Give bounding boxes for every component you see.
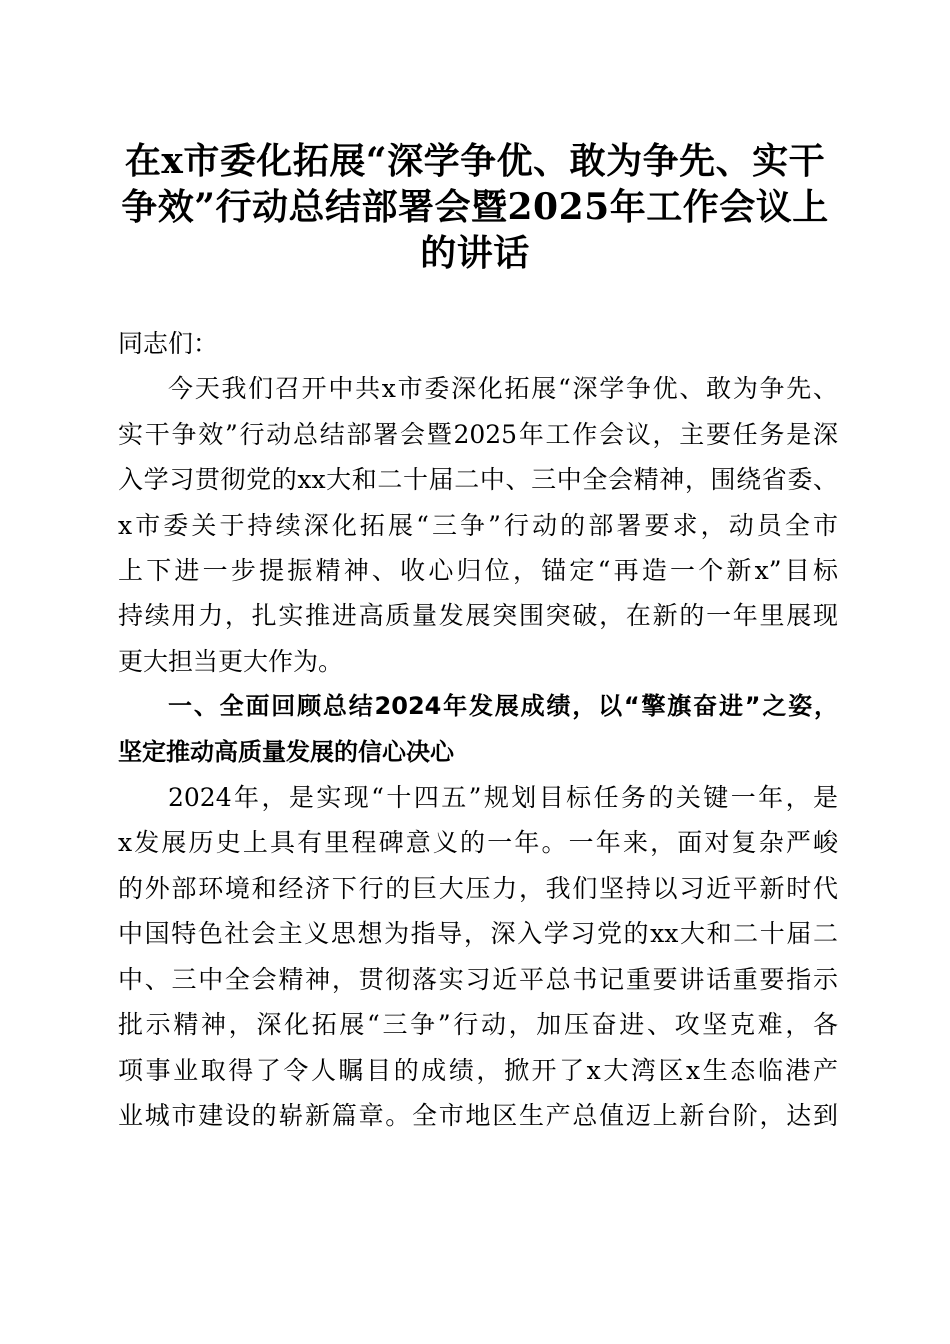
salutation: 同志们： <box>118 329 219 358</box>
paragraph-line: 的外部环境和经济下行的巨大压力，我们坚持以习近平新时代 <box>118 873 838 903</box>
section-heading <box>118 684 838 775</box>
review-paragraph <box>118 775 838 1138</box>
heading-line: 坚定推动高质量发展的信心决心 <box>118 737 454 766</box>
paragraph-line: 实干争效”行动总结部署会暨2025年工作会议，主要任务是深 <box>118 419 838 449</box>
paragraph-line: 上下进一步提振精神、收心归位，锚定“再造一个新x”目标 <box>118 556 838 586</box>
paragraph-line: 2024年，是实现“十四五”规划目标任务的关键一年，是 <box>168 783 838 813</box>
title-line: 的讲话 <box>420 232 530 274</box>
speech-body <box>118 321 838 1138</box>
paragraph-line: 入学习贯彻党的xx大和二十届二中、三中全会精神，围绕省委、 <box>118 465 838 495</box>
paragraph-line: 项事业取得了令人瞩目的成绩，掀开了x大湾区x生态临港产 <box>118 1055 838 1085</box>
paragraph-line: x市委关于持续深化拓展“三争”行动的部署要求，动员全市 <box>118 510 838 540</box>
paragraph-line: 中国特色社会主义思想为指导，深入学习党的xx大和二十届二 <box>118 919 838 949</box>
speech-title <box>110 138 840 276</box>
paragraph-line: 业城市建设的崭新篇章。全市地区生产总值迈上新台阶，达到 <box>118 1100 838 1130</box>
paragraph-line: 中、三中全会精神，贯彻落实习近平总书记重要讲话重要指示 <box>118 964 838 994</box>
heading-line: 一、全面回顾总结2024年发展成绩，以“擎旗奋进”之姿， <box>168 692 838 721</box>
paragraph-line: 更大担当更大作为。 <box>118 646 344 676</box>
paragraph-line: 今天我们召开中共x市委深化拓展“深学争优、敢为争先、 <box>168 374 838 404</box>
paragraph-line: 批示精神，深化拓展“三争”行动，加压奋进、攻坚克难，各 <box>118 1010 838 1040</box>
paragraph-line: x发展历史上具有里程碑意义的一年。一年来，面对复杂严峻 <box>118 828 838 858</box>
title-line: 在x市委化拓展“深学争优、敢为争先、实干 <box>124 140 826 182</box>
title-line: 争效”行动总结部署会暨2025年工作会议上 <box>121 186 829 228</box>
intro-paragraph <box>118 366 838 684</box>
paragraph-line: 持续用力，扎实推进高质量发展突围突破，在新的一年里展现 <box>118 601 838 631</box>
